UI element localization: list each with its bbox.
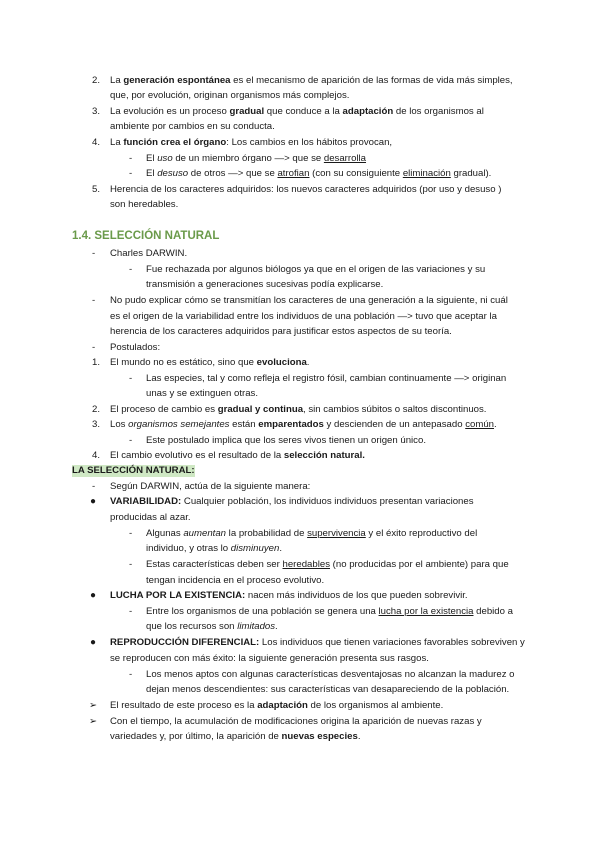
arrow-item-text: El resultado de este proceso es la adaptación de los organismos al ambiente. [110,700,444,711]
sub-item-text: Entre los organismos de una población se genera una lucha por la existencia debido a [146,606,513,617]
postulate-text: El cambio evolutivo es el resultado de la selección natural. [110,450,365,461]
sub-item-text: Este postulado implica que los seres vivos tienen un origen único. [146,435,426,446]
dash-marker: - [129,528,133,539]
bullet-marker: ● [90,637,97,648]
list-number: 3. [92,106,101,117]
dash-marker: - [92,295,96,306]
list-item-continuation: ambiente por cambios en su conducta. [110,121,275,132]
list-number: 3. [92,419,101,430]
bullet-marker: ● [90,590,97,601]
sub-item-text: Algunas aumentan la probabilidad de supervivencia y el éxito reproductivo del [146,528,478,539]
sub-item-continuation: unas y se extinguen otras. [146,388,258,399]
dash-marker: - [92,481,96,492]
arrow-marker: ➢ [89,700,98,711]
dash-marker: - [129,606,133,617]
arrow-marker: ➢ [89,716,98,727]
list-item-text: La evolución es un proceso gradual que conduce a la adaptación de los organismos al [110,106,484,117]
sub-item-text: Fue rechazada por algunos biólogos ya que en el origen de las variaciones y su [146,264,486,275]
sub-item-continuation: dejan menos descendientes: sus características van desapareciendo de la población. [146,684,510,695]
arrow-item-continuation: variedades y, por último, la aparición de nuevas especies. [110,731,361,742]
sub-item-continuation: individuo, y otras lo disminuyen. [146,543,282,554]
postulate-text: Los organismos semejantes están emparentados y descienden de un antepasado común. [110,419,497,430]
list-item-text: La generación espontánea es el mecanismo de aparición de las formas de vida más simples, [110,75,513,86]
list-item-text: Herencia de los caracteres adquiridos: los nuevos caracteres adquiridos (por uso y desuso ) [110,184,502,195]
bullet-text: VARIABILIDAD: Cualquier población, los individuos individuos presentan variaciones [110,496,474,507]
sub-item-text: Las especies, tal y como refleja el registro fósil, cambian continuamente —> originan [146,373,507,384]
list-number: 1. [92,357,101,368]
list-item-text: La función crea el órgano: Los cambios en los hábitos provocan, [110,137,393,148]
list-number: 5. [92,184,101,195]
bullet-text: REPRODUCCIÓN DIFERENCIAL: Los individuos que tienen variaciones favorables sobreviven y [110,637,525,648]
paragraph-line: es el origen de la variabilidad entre los individuos de una población —> tuvo que aceptar la [110,311,497,322]
sub-item-text: Los menos aptos con algunas características desventajosas no alcanzan la madurez o [146,669,515,680]
sub-item-continuation: tengan incidencia en el proceso evolutivo. [146,575,325,586]
list-item-continuation: que, por evolución, originan organismos más complejos. [110,90,350,101]
selection-intro: Según DARWIN, actúa de la siguiente manera: [110,481,311,492]
paragraph-line: No pudo explicar cómo se transmitían los caracteres de una generación a la siguiente, ni cuál [110,295,508,306]
dash-marker: - [129,168,133,179]
darwin-line: Charles DARWIN. [110,248,188,259]
sub-item-text: El desuso de otros —> que se atrofian (con su consiguiente eliminación gradual). [146,168,492,179]
list-number: 2. [92,404,101,415]
bullet-continuation: se reproducen con más éxito: la siguiente generación presenta sus rasgos. [110,653,429,664]
paragraph-line: herencia de los caracteres adquiridos para justificar estos aspectos de su teoría. [110,326,452,337]
list-number: 2. [92,75,101,86]
dash-marker: - [129,264,133,275]
dash-marker: - [129,153,133,164]
list-number: 4. [92,137,101,148]
dash-marker: - [92,248,96,259]
postulate-text: El proceso de cambio es gradual y continua, sin cambios súbitos o saltos discontinuos. [110,404,487,415]
bullet-text: LUCHA POR LA EXISTENCIA: nacen más individuos de los que pueden sobrevivir. [110,590,468,601]
sub-item-continuation: que los recursos son limitados. [146,621,278,632]
list-number: 4. [92,450,101,461]
postulate-text: El mundo no es estático, sino que evoluciona. [110,357,310,368]
dash-marker: - [129,559,133,570]
sub-item-text: El uso de un miembro órgano —> que se desarrolla [146,153,367,164]
bullet-marker: ● [90,496,97,507]
dash-marker: - [129,373,133,384]
dash-marker: - [129,669,133,680]
section-heading: 1.4. SELECCIÓN NATURAL [72,230,220,242]
arrow-item-text: Con el tiempo, la acumulación de modificaciones origina la aparición de nuevas razas y [110,716,482,727]
bullet-continuation: producidas al azar. [110,512,191,523]
dash-marker: - [92,342,96,353]
dash-marker: - [129,435,133,446]
sub-item-continuation: transmisión a generaciones sucesivas podía explicarse. [146,279,384,290]
highlighted-heading: LA SELECCIÓN NATURAL: [72,465,195,476]
list-item-continuation: son heredables. [110,199,179,210]
sub-item-text: Estas características deben ser heredables (no producidas por el ambiente) para que [146,559,509,570]
postulados-label: Postulados: [110,342,161,353]
